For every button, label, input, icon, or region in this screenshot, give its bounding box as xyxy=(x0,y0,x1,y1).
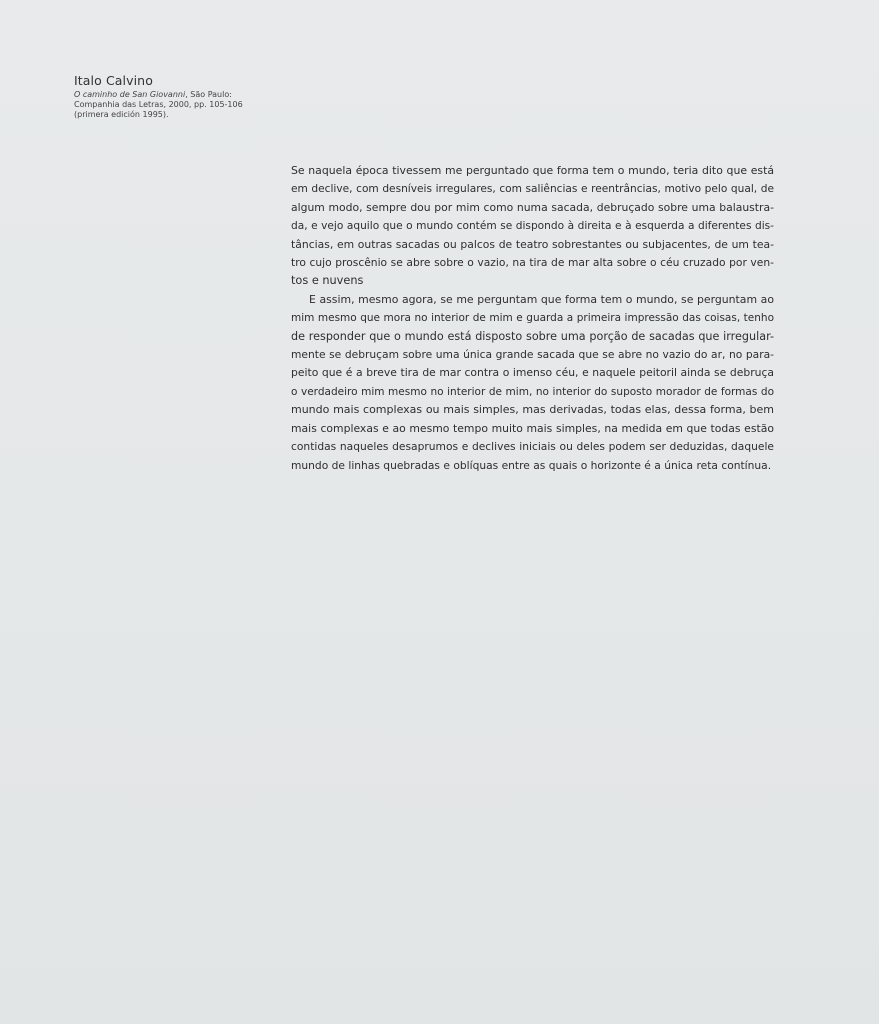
text-line: E assim, mesmo agora, se me perguntam que forma tem o mundo, se perguntam ao xyxy=(309,292,774,306)
citation-author: Italo Calvino xyxy=(74,73,153,88)
citation-block xyxy=(74,73,274,120)
text-line: mim mesmo que mora no interior de mim e guarda a primeira impressão das coisas, tenho xyxy=(291,312,774,325)
text-line: mais complexas e ao mesmo tempo muito mais simples, na medida em que todas estão xyxy=(291,421,774,435)
text-line: de responder que o mundo está disposto sobre uma porção de sacadas que irregular- xyxy=(291,329,774,343)
text-line: Se naquela época tivessem me perguntado que forma tem o mundo, teria dito que está xyxy=(291,164,774,177)
text-line: tro cujo proscênio se abre sobre o vazio, na tira de mar alta sobre o céu cruzado por ven- xyxy=(291,256,774,270)
text-line: o verdadeiro mim mesmo no interior de mim, no interior do suposto morador de formas do xyxy=(291,385,774,398)
text-line: contidas naqueles desaprumos e declives iniciais ou deles podem ser deduzidas, daquele xyxy=(291,440,774,454)
citation-place: , São Paulo: xyxy=(185,90,232,99)
text-line: em declive, com desníveis irregulares, com saliências e reentrâncias, motivo pelo qual, de xyxy=(291,183,774,196)
text-line: tâncias, em outras sacadas ou palcos de teatro sobrestantes ou subjacentes, de um tea- xyxy=(291,237,774,251)
text-line: da, e vejo aquilo que o mundo contém se dispondo à direita e à esquerda a diferentes dis- xyxy=(291,220,774,233)
citation-book-title: O caminho de San Giovanni xyxy=(74,90,186,99)
text-line: algum modo, sempre dou por mim como numa sacada, debruçado sobre uma balaustra- xyxy=(291,200,774,214)
citation-title-line xyxy=(74,90,274,100)
paragraph-2 xyxy=(291,291,774,475)
text-line: mundo mais complexas ou mais simples, mas derivadas, todas elas, dessa forma, bem xyxy=(291,403,774,417)
citation-source xyxy=(74,90,274,120)
text-line: peito que é a breve tira de mar contra o imenso céu, e naquele peitoril ainda se debruça xyxy=(291,366,774,380)
text-line: tos e nuvens xyxy=(291,274,364,288)
text-line: mundo de linhas quebradas e oblíquas entre as quais o horizonte é a única reta contínua. xyxy=(291,458,772,472)
text-line: mente se debruçam sobre uma única grande sacada que se abre no vazio do ar, no para- xyxy=(291,348,774,362)
paragraph-1 xyxy=(291,162,774,291)
body-text xyxy=(291,162,774,475)
citation-publisher: Companhia das Letras, 2000, pp. 105-106 xyxy=(74,100,243,109)
citation-edition: (primera edición 1995). xyxy=(74,110,169,119)
